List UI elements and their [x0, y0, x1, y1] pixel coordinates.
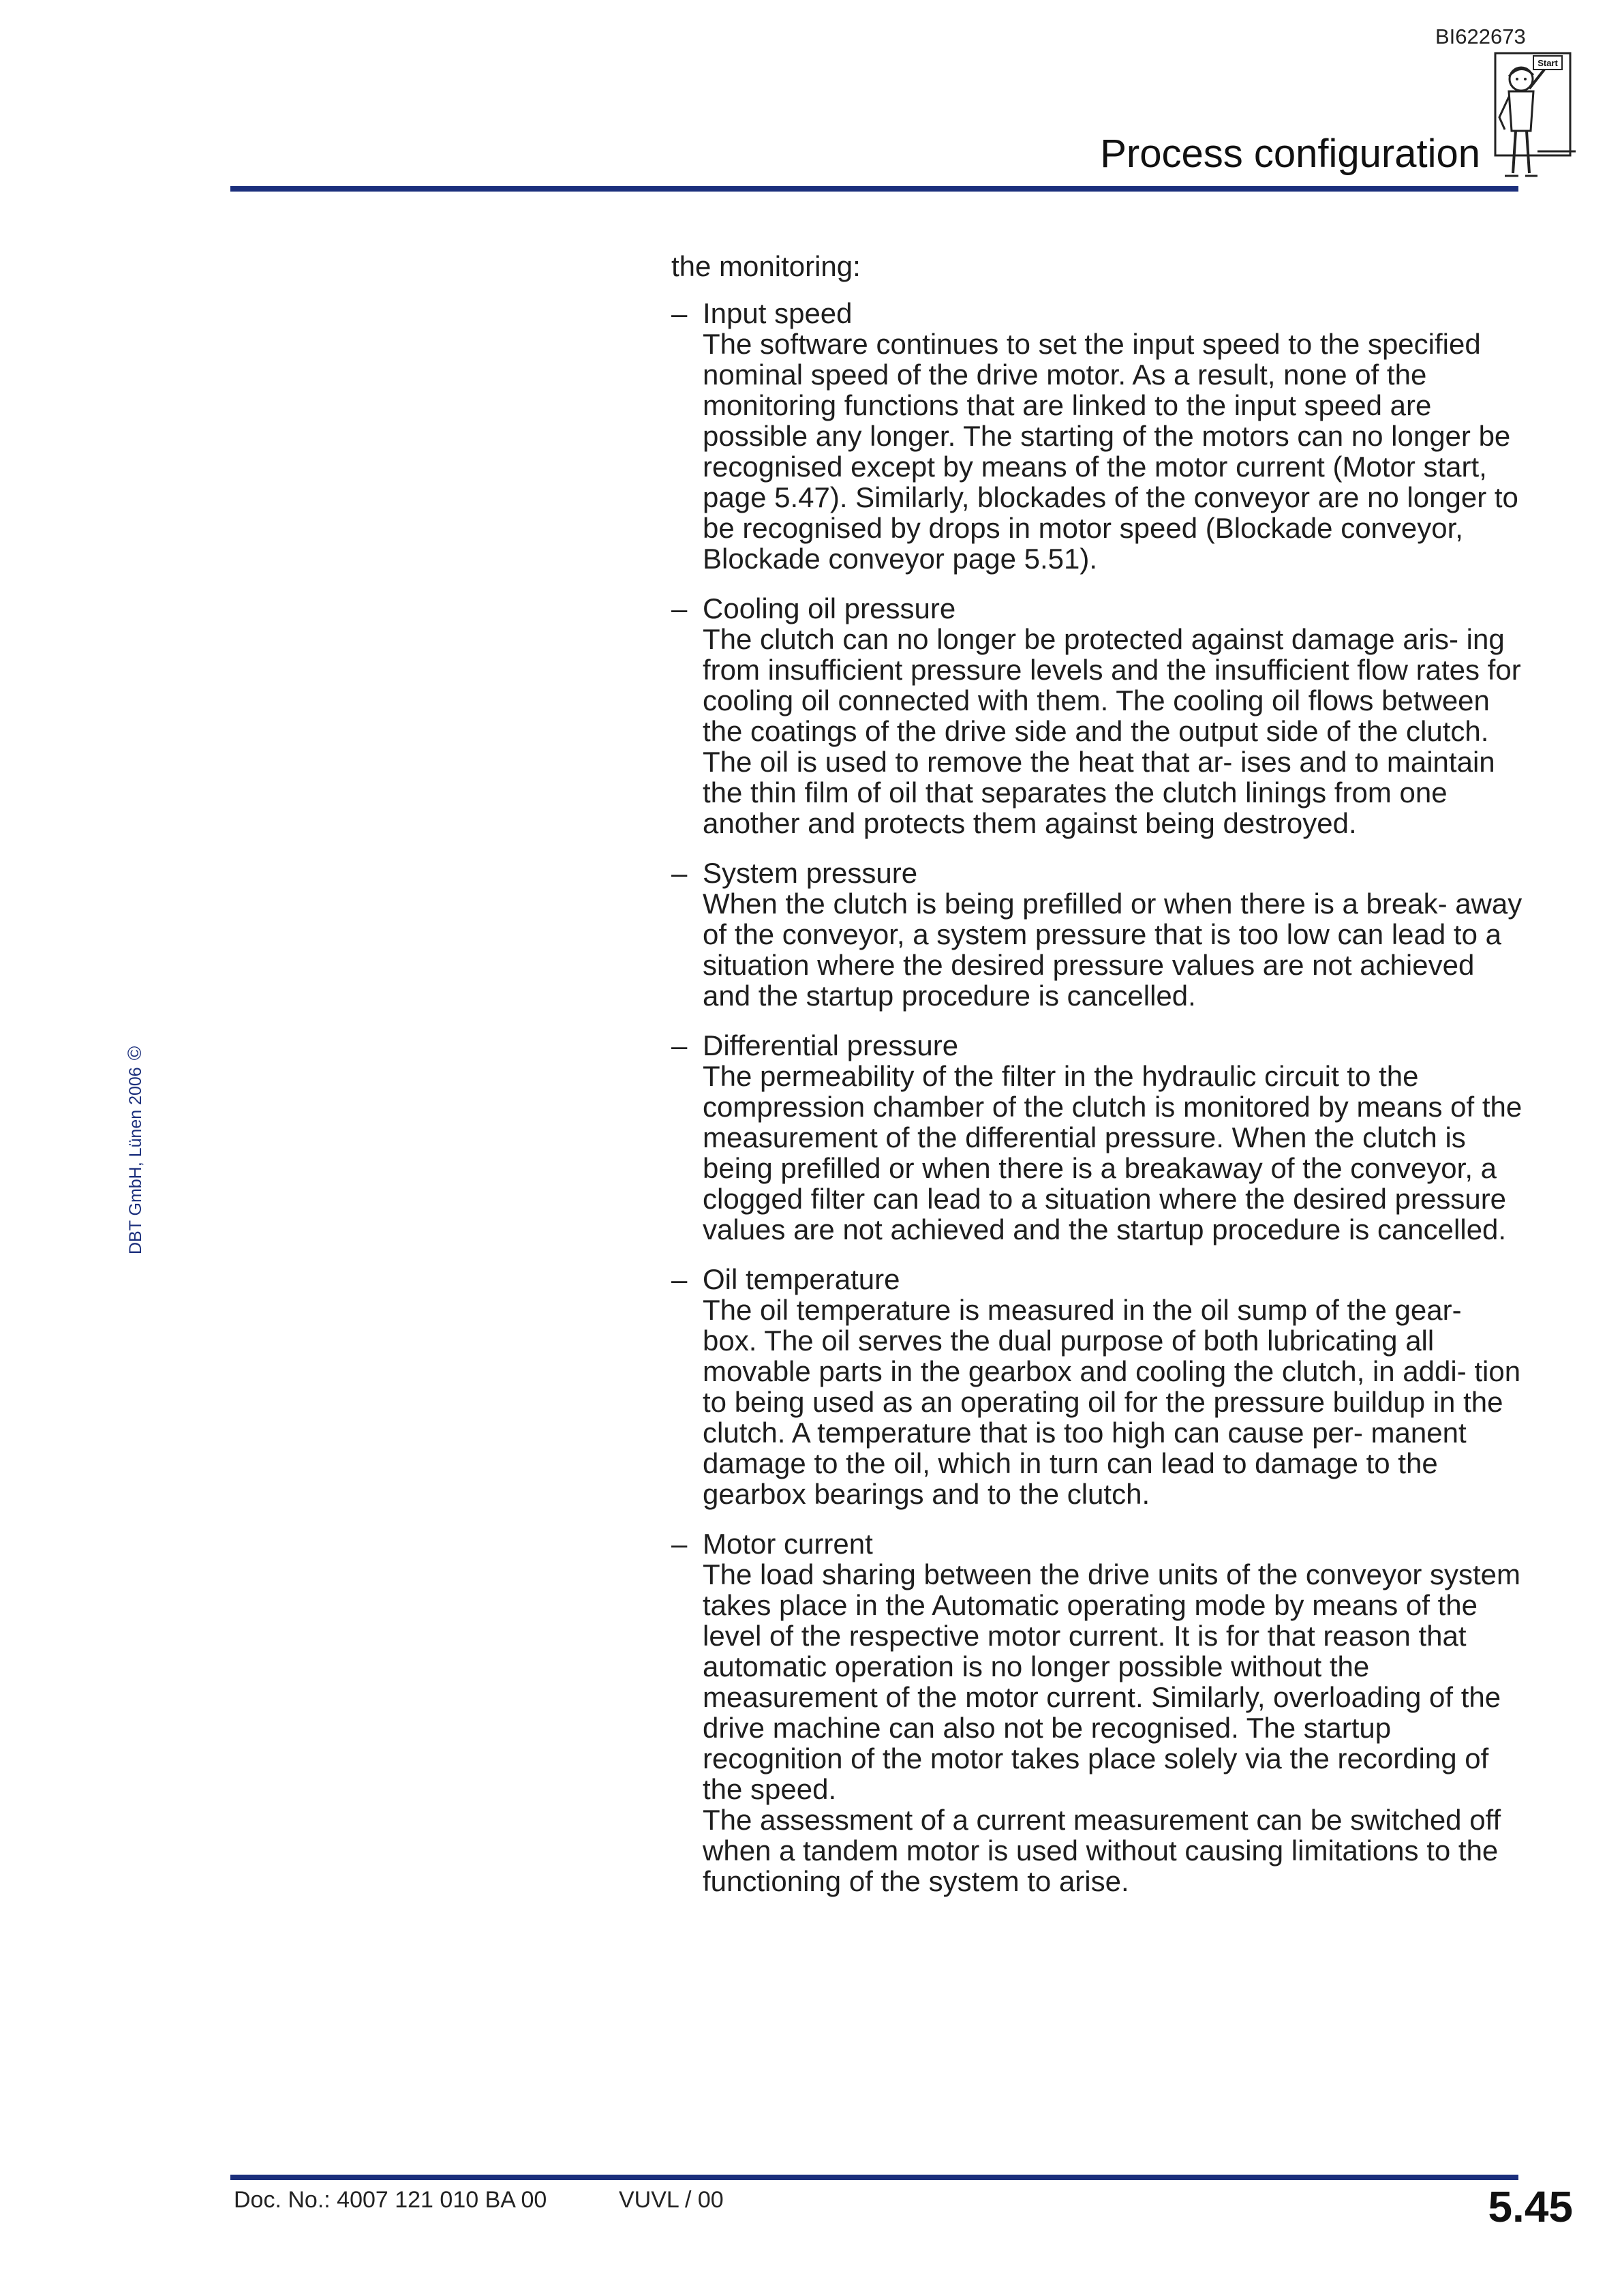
page-number: 5.45 — [1488, 2182, 1573, 2231]
worker-start-icon — [1488, 49, 1577, 185]
item-text: The permeability of the filter in the hydraulic circuit to the compression chamber of the clutch is monitored by means of the measurement of the differential pressure. When the clutch is being prefilled or when there is a breakaway of the conveyor, a clogged filter can lead to a situation where the desired pressure values are not achieved and the startup procedure is cancelled. — [703, 1060, 1522, 1245]
item-text: The load sharing between the drive units of the conveyor system takes place in the Automatic operating mode by means of the level of the respective motor current. It is for that reason that automatic operation is no longer possible without the measurement of the motor current. Similarly, overloading of the drive machine can also not be recognised. The startup recognition of the motor takes place solely via the recording of the speed. — [703, 1558, 1520, 1805]
header-rule — [230, 186, 1518, 192]
item-title: Input speed — [703, 297, 853, 329]
item-title: Oil temperature — [703, 1263, 900, 1295]
item-text: The clutch can no longer be protected against damage aris- ing from insufficient pressure levels and the insufficient flow rates for cooling oil connected with them. The cooling oil flows between the coatings of the drive side and the output side of the clutch. The oil is used to remove the heat that ar- ises and to maintain the thin film of oil that separates the clutch linings from one another and protects them against being destroyed. — [703, 623, 1521, 839]
footer-doc-number: Doc. No.: 4007 121 010 BA 00 — [234, 2187, 547, 2213]
main-content — [671, 251, 1523, 1916]
item-title: Differential pressure — [703, 1029, 959, 1061]
list-item-oil-temperature — [671, 1264, 1523, 1509]
item-text-continued: The assessment of a current measurement can be switched off when a tandem motor is used without causing limitations to the functioning of the system to arise. — [703, 1804, 1501, 1897]
list-dash: – — [671, 297, 688, 329]
footer-rule — [230, 2175, 1518, 2180]
list-item-system-pressure — [671, 858, 1523, 1011]
item-text: The software continues to set the input speed to the specified nominal speed of the drive motor. As a result, none of the monitoring functions that are linked to the input speed are possible any longer. The starting of the motors can no longer be recognised except by means of the motor current (Motor start, page 5.47). Similarly, blockades of the conveyor are no longer to be recognised by drops in motor speed (Blockade conveyor, Blockade conveyor page 5.51). — [703, 328, 1518, 575]
list-item-cooling-oil-pressure — [671, 593, 1523, 839]
item-text: The oil temperature is measured in the oil sump of the gear- box. The oil serves the dual purpose of both lubricating all movable parts in the gearbox and cooling the clutch, in addi- tion to being used as an operating oil for the pressure buildup in the clutch. A temperature that is too high can cause per- manent damage to the oil, which in turn can lead to damage to the gearbox bearings and to the clutch. — [703, 1294, 1521, 1510]
item-text: When the clutch is being prefilled or when there is a break- away of the conveyor, a system pressure that is too low can lead to a situation where the desired pressure values are not achieved and the startup procedure is cancelled. — [703, 888, 1522, 1012]
copyright-symbol: © — [124, 1046, 145, 1061]
document-id: BI622673 — [1435, 25, 1526, 48]
list-item-motor-current — [671, 1528, 1523, 1897]
item-title: System pressure — [703, 857, 918, 889]
page-title: Process configuration — [1100, 132, 1480, 176]
intro-text: the monitoring: — [671, 250, 861, 282]
list-dash: – — [671, 1029, 688, 1061]
list-item-input-speed — [671, 298, 1523, 574]
list-dash: – — [671, 592, 688, 624]
monitoring-list — [671, 298, 1523, 1897]
list-dash: – — [671, 857, 688, 889]
mascot-start-label: Start — [1537, 58, 1558, 68]
copyright-note — [124, 1046, 146, 1254]
item-title: Cooling oil pressure — [703, 592, 956, 624]
footer-version: VUVL / 00 — [619, 2187, 724, 2213]
list-item-differential-pressure — [671, 1030, 1523, 1245]
list-dash: – — [671, 1263, 688, 1295]
item-title: Motor current — [703, 1528, 873, 1560]
copyright-text: DBT GmbH, Lünen 2006 — [126, 1067, 145, 1254]
list-dash: – — [671, 1528, 688, 1560]
